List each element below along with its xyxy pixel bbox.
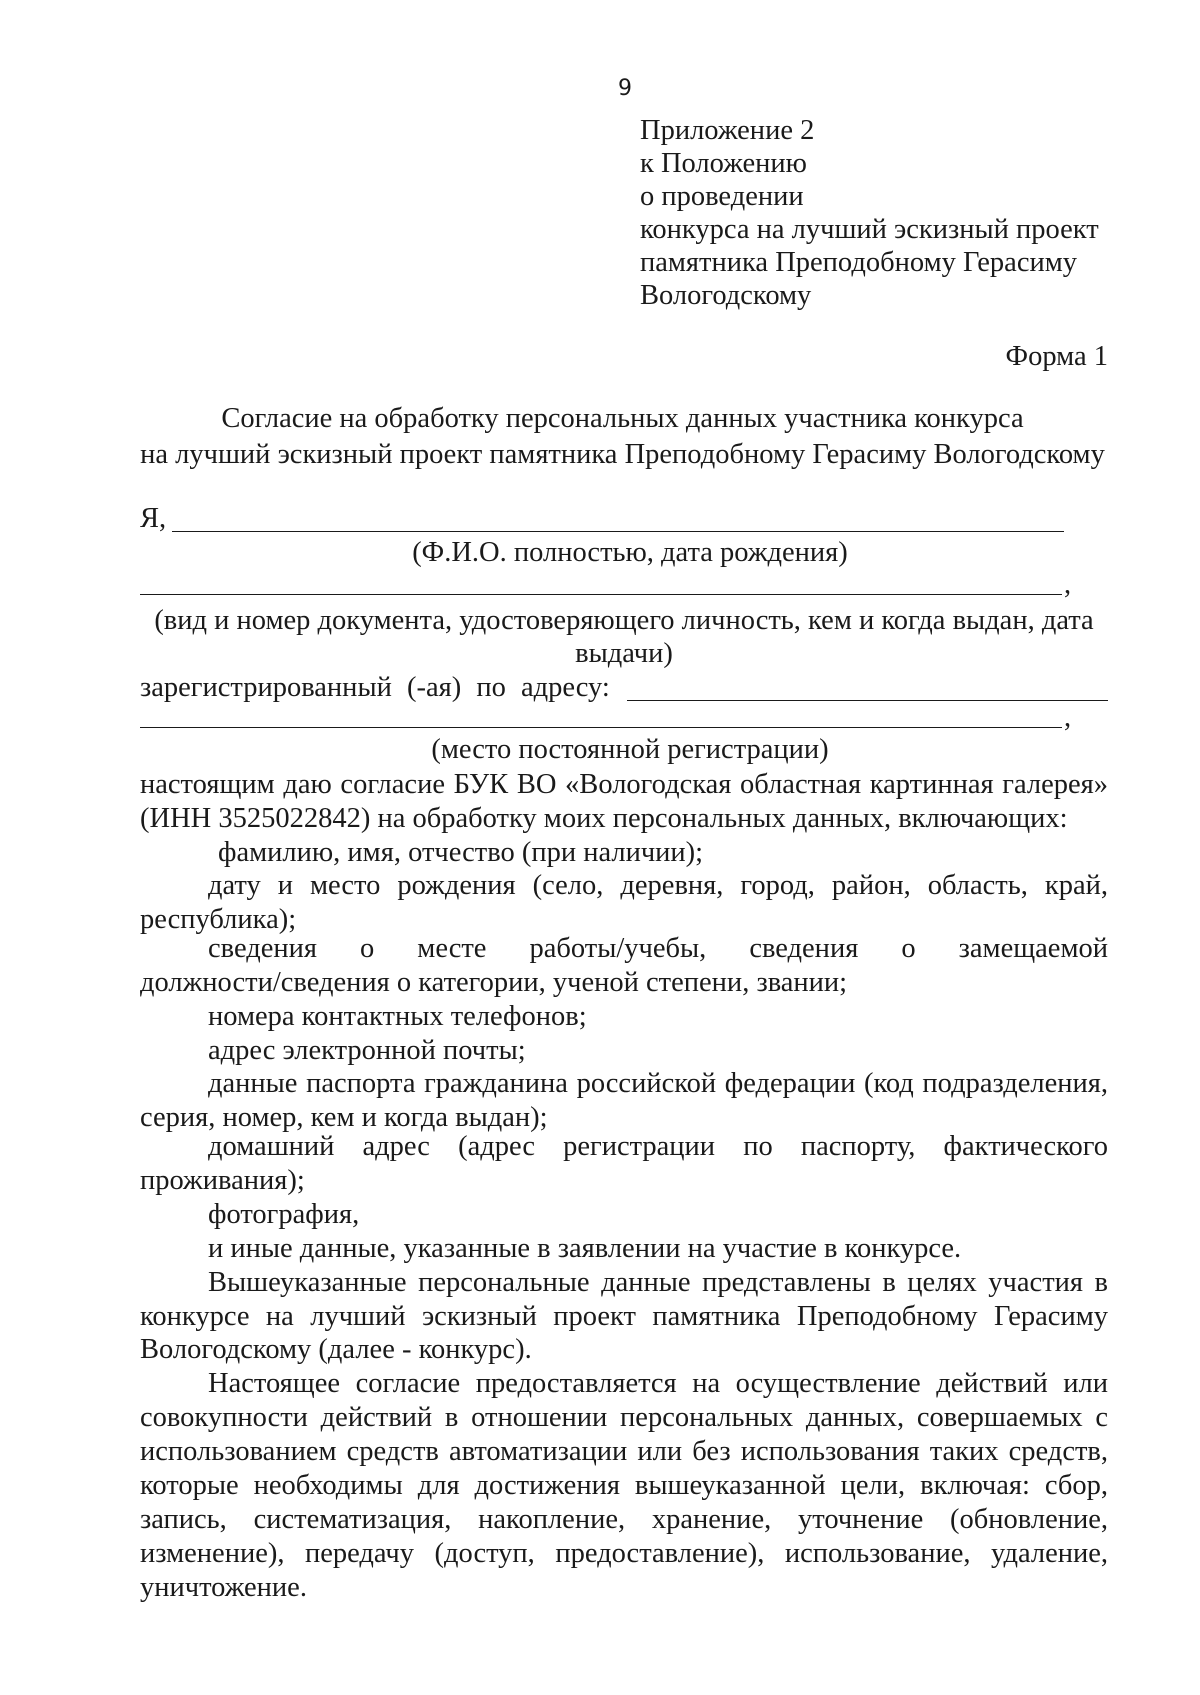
document-caption-line-1: (вид и номер документа, удостоверяющего личность, кем и когда выдан, дата bbox=[154, 605, 1094, 636]
comma: , bbox=[1064, 702, 1072, 733]
appendix-line: памятника Преподобному Герасиму bbox=[640, 247, 1078, 278]
comma: , bbox=[1064, 569, 1072, 600]
data-item: номера контактных телефонов; bbox=[208, 1001, 587, 1032]
document-title-line-2: на лучший эскизный проект памятника Преподобному Герасиму Вологодскому bbox=[140, 439, 1105, 470]
data-item: домашний адрес (адрес регистрации по паспорту, фактического bbox=[208, 1131, 1108, 1162]
consent-line: (ИНН 3525022842) на обработку моих персональных данных, включающих: bbox=[140, 803, 1068, 834]
document-caption-line-2: выдачи) bbox=[575, 638, 673, 669]
actions-line: запись, систематизация, накопление, хранение, уточнение (обновление, bbox=[140, 1504, 1108, 1535]
consent-line: настоящим даю согласие БУК ВО «Вологодская областная картинная галерея» bbox=[140, 769, 1108, 800]
actions-line: которые необходимы для достижения вышеуказанной цели, включая: сбор, bbox=[140, 1470, 1108, 1501]
document-title-line-1: Согласие на обработку персональных данных участника конкурса bbox=[221, 403, 1024, 434]
appendix-line: к Положению bbox=[640, 148, 807, 179]
actions-line: совокупности действий в отношении персональных данных, совершаемых с bbox=[140, 1402, 1108, 1433]
registration-caption: (место постоянной регистрации) bbox=[431, 734, 829, 765]
appendix-line: о проведении bbox=[640, 181, 804, 212]
actions-line: уничтожение. bbox=[140, 1572, 307, 1603]
purpose-line: Вологодскому (далее - конкурс). bbox=[140, 1334, 532, 1365]
purpose-line: Вышеуказанные персональные данные представлены в целях участия в bbox=[208, 1267, 1108, 1298]
data-item: и иные данные, указанные в заявлении на участие в конкурсе. bbox=[208, 1233, 962, 1264]
address-input-line-1[interactable] bbox=[627, 700, 1108, 701]
data-item: фотография, bbox=[208, 1199, 360, 1230]
purpose-line: конкурсе на лучший эскизный проект памятника Преподобному Герасиму bbox=[140, 1301, 1108, 1332]
data-item: дату и место рождения (село, деревня, город, район, область, край, bbox=[208, 870, 1108, 901]
registered-label: зарегистрированный (-ая) по адресу: bbox=[140, 672, 610, 703]
data-item: данные паспорта гражданина российской федерации (код подразделения, bbox=[208, 1068, 1108, 1099]
data-item: должности/сведения о категории, ученой степени, звании; bbox=[140, 967, 848, 998]
i-prefix: Я, bbox=[140, 503, 167, 534]
page-number: 9 bbox=[618, 76, 632, 101]
fio-input-line[interactable] bbox=[172, 531, 1064, 532]
fio-caption: (Ф.И.О. полностью, дата рождения) bbox=[412, 537, 848, 568]
data-item: фамилию, имя, отчество (при наличии); bbox=[218, 837, 704, 868]
actions-line: использованием средств автоматизации или без использования таких средств, bbox=[140, 1436, 1108, 1467]
data-item: адрес электронной почты; bbox=[208, 1035, 526, 1066]
data-item: серия, номер, кем и когда выдан); bbox=[140, 1102, 548, 1133]
actions-line: изменение), передачу (доступ, предоставление), использование, удаление, bbox=[140, 1538, 1108, 1569]
appendix-line: конкурса на лучший эскизный проект bbox=[640, 214, 1099, 245]
appendix-header bbox=[640, 114, 1099, 312]
appendix-line: Приложение 2 bbox=[640, 115, 815, 146]
document-input-line[interactable] bbox=[140, 594, 1062, 595]
appendix-line: Вологодскому bbox=[640, 280, 812, 311]
actions-line: Настоящее согласие предоставляется на осуществление действий или bbox=[208, 1368, 1108, 1399]
form-label: Форма 1 bbox=[1005, 341, 1108, 372]
address-input-line-2[interactable] bbox=[140, 727, 1062, 728]
data-item: проживания); bbox=[140, 1165, 305, 1196]
data-item: республика); bbox=[140, 904, 297, 935]
data-item: сведения о месте работы/учебы, сведения о замещаемой bbox=[208, 933, 1108, 964]
